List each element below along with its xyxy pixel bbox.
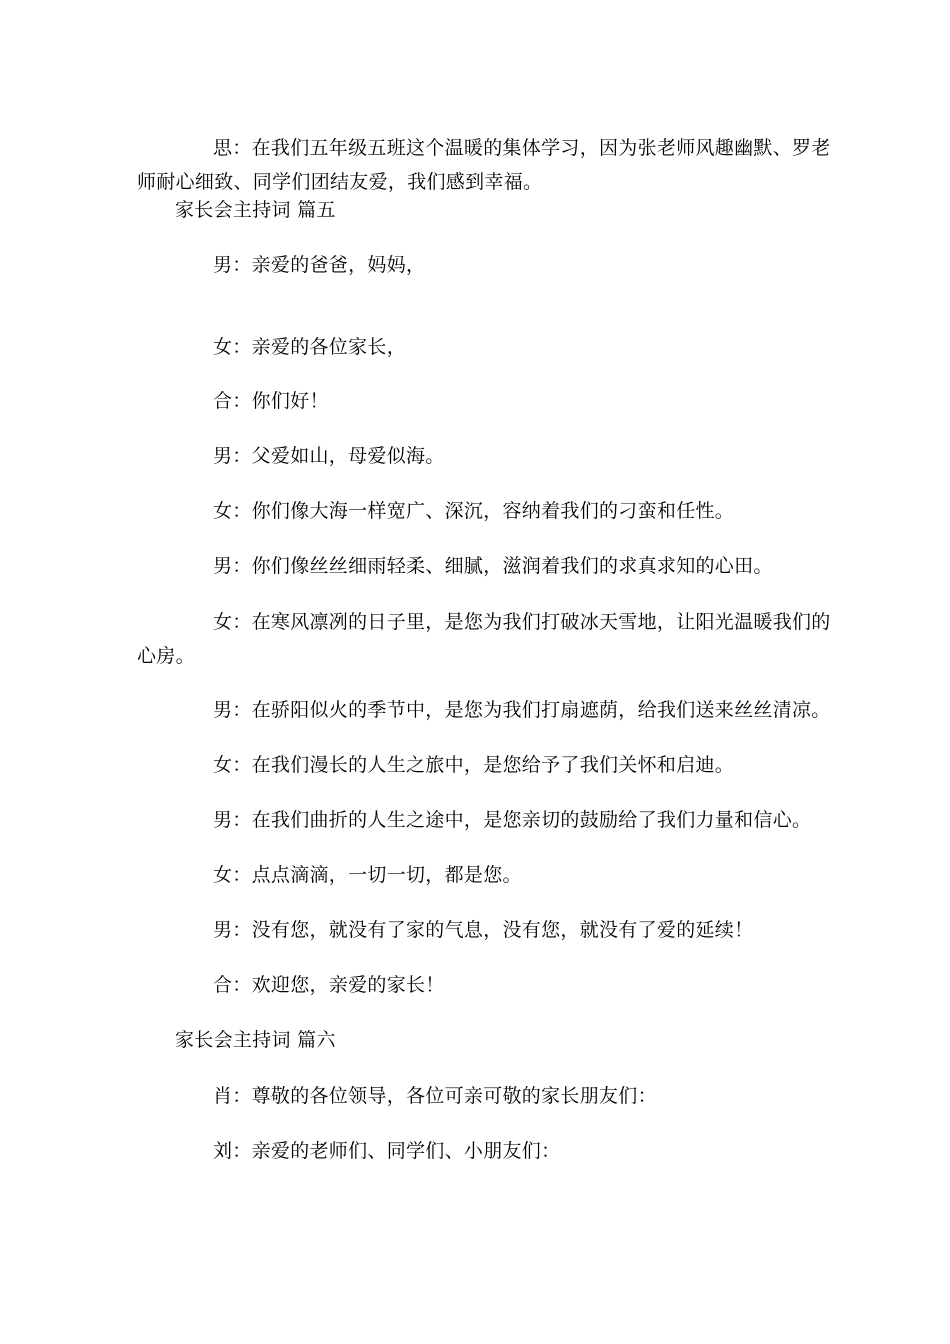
dialogue-line: 合：你们好！ [213, 390, 329, 412]
dialogue-line: 刘：亲爱的老师们、同学们、小朋友们： [213, 1140, 561, 1162]
dialogue-line: 男：你们像丝丝细雨轻柔、细腻，滋润着我们的求真求知的心田。 [213, 555, 773, 577]
section-heading-6: 家长会主持词 篇六 [175, 1029, 336, 1051]
dialogue-line: 肖：尊敬的各位领导，各位可亲可敬的家长朋友们： [213, 1085, 657, 1107]
dialogue-line: 男：在我们曲折的人生之途中，是您亲切的鼓励给了我们力量和信心。 [213, 809, 812, 831]
dialogue-line: 女：在寒风凛冽的日子里，是您为我们打破冰天雪地，让阳光温暖我们的心房。 [137, 611, 831, 667]
dialogue-line: 女：你们像大海一样宽广、深沉，容纳着我们的刁蛮和任性。 [213, 500, 735, 522]
dialogue-line: 女：亲爱的各位家长， [213, 336, 407, 358]
section-heading-5: 家长会主持词 篇五 [175, 199, 336, 221]
dialogue-line: 男：没有您，就没有了家的气息，没有您，就没有了爱的延续！ [213, 919, 754, 941]
dialogue-line: 男：父爱如山，母爱似海。 [213, 445, 445, 467]
dialogue-line: 合：欢迎您，亲爱的家长！ [213, 974, 445, 996]
dialogue-line: 男：亲爱的爸爸，妈妈， [213, 254, 426, 276]
dialogue-line: 女：点点滴滴，一切一切，都是您。 [213, 864, 522, 886]
dialogue-line: 男：在骄阳似火的季节中，是您为我们打扇遮荫，给我们送来丝丝清凉。 [213, 699, 831, 721]
paragraph-intro: 思：在我们五年级五班这个温暖的集体学习，因为张老师风趣幽默、罗老师耐心细致、同学们团结友爱，我们感到幸福。 [137, 137, 831, 193]
dialogue-line: 女：在我们漫长的人生之旅中，是您给予了我们关怀和启迪。 [213, 754, 735, 776]
